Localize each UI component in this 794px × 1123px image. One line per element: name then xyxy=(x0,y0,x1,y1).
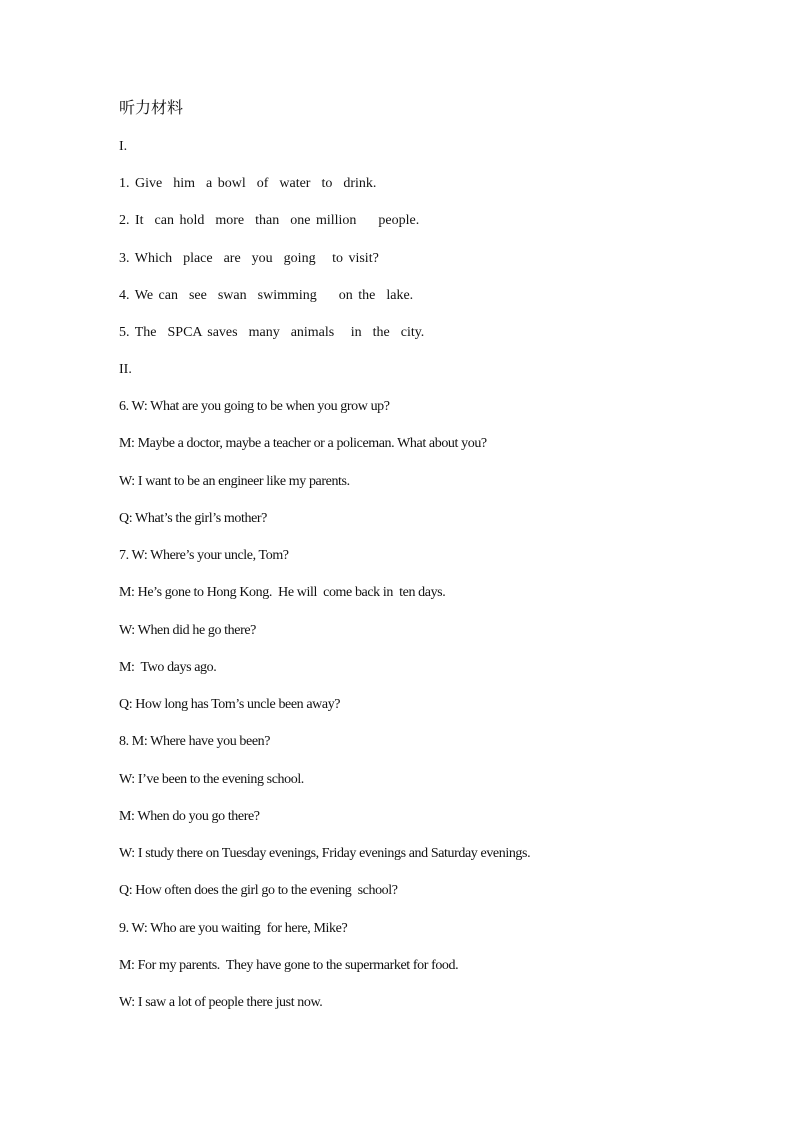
dialogue-line: W: I saw a lot of people there just now. xyxy=(119,995,323,1010)
dialogue-line: 6. W: What are you going to be when you grow up? xyxy=(119,399,390,414)
section-heading: II. xyxy=(119,362,132,377)
list-item: 2. It can hold more than one million people. xyxy=(119,213,420,228)
dialogue-line: 9. W: Who are you waiting for here, Mike? xyxy=(119,921,348,936)
list-item: 1. Give him a bowl of water to drink. xyxy=(119,176,377,191)
dialogue-line: M: He’s gone to Hong Kong. He will come back in ten days. xyxy=(119,585,446,600)
dialogue-line: 7. W: Where’s your uncle, Tom? xyxy=(119,548,289,563)
list-item: 3. Which place are you going to visit? xyxy=(119,251,379,266)
dialogue-line: Q: What’s the girl’s mother? xyxy=(119,511,267,526)
dialogue-line: W: I’ve been to the evening school. xyxy=(119,772,304,787)
dialogue-line: 8. M: Where have you been? xyxy=(119,734,271,749)
section-heading: I. xyxy=(119,139,128,154)
dialogue-line: W: I want to be an engineer like my parents. xyxy=(119,474,350,489)
page-title: 听力材料 xyxy=(119,98,184,117)
dialogue-line: W: I study there on Tuesday evenings, Friday evenings and Saturday evenings. xyxy=(119,846,531,861)
dialogue-line: M: Two days ago. xyxy=(119,660,217,675)
dialogue-line: M: For my parents. They have gone to the supermarket for food. xyxy=(119,958,459,973)
dialogue-line: Q: How long has Tom’s uncle been away? xyxy=(119,697,341,712)
dialogue-line: M: When do you go there? xyxy=(119,809,260,824)
list-item: 5. The SPCA saves many animals in the city. xyxy=(119,325,425,340)
list-item: 4. We can see swan swimming on the lake. xyxy=(119,288,414,303)
dialogue-line: M: Maybe a doctor, maybe a teacher or a policeman. What about you? xyxy=(119,436,487,451)
dialogue-line: Q: How often does the girl go to the evening school? xyxy=(119,883,398,898)
dialogue-line: W: When did he go there? xyxy=(119,623,256,638)
